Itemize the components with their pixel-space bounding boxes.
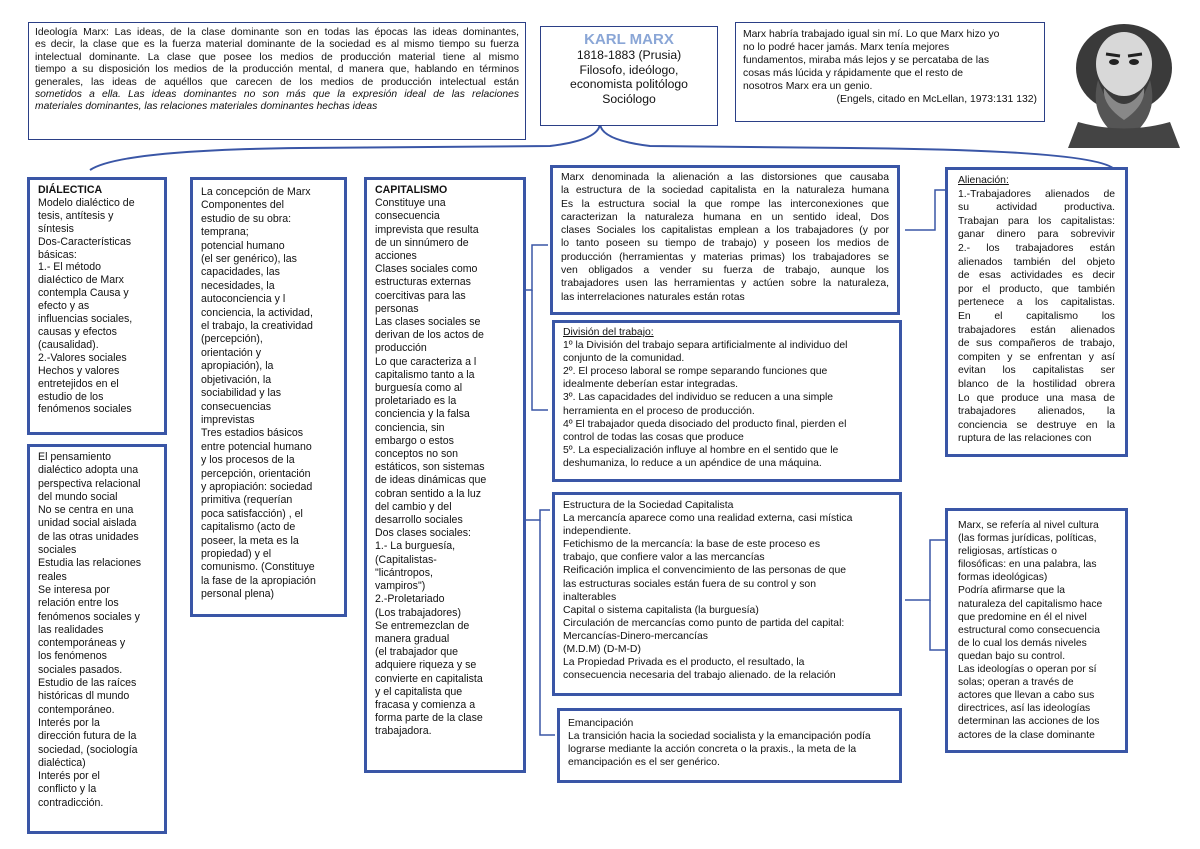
alienacion-heading: Alienación: (958, 175, 1009, 186)
text-line: compiten y se enfrentan y así (958, 351, 1115, 363)
text-line: dialéctica) (38, 756, 86, 769)
text-line: de ideas dinámicas que (375, 474, 487, 487)
text-line: directrices, así las ideologías (958, 703, 1091, 715)
text-line: fracasa y comienza a (375, 698, 476, 711)
text-line: cobran sentido a la luz (375, 487, 482, 500)
text-line: control de todas las cosas que produce (563, 431, 744, 443)
text-line: convierte en capitalista (375, 672, 483, 685)
text-line: coercitivas para las (375, 289, 466, 302)
text-line: poseer, la meta es la (201, 534, 299, 547)
text-line: solas; operan a través de (958, 677, 1074, 689)
text-line: (Los trabajadores) (375, 606, 461, 619)
text-line: Trabajan para los capitalistas: (958, 215, 1115, 227)
text-line: de esas actividades es decir (958, 270, 1115, 282)
text-line: La mercancía aparece como una realidad externa, casi mística (563, 513, 853, 525)
text-line: las estructuras sociales están fuera de su control y son (563, 578, 816, 590)
text-line: Fetichismo de la mercancía: la base de este proceso es (563, 539, 821, 551)
text-line: ven obligados a vender su fuerza de trabajo, aunque los (561, 265, 889, 277)
text-line: relación entre los (38, 597, 119, 610)
text-line: primitiva (requerían (201, 494, 293, 507)
text-line: Estudio de las raíces (38, 677, 137, 690)
text-line: 1.-Trabajadores alienados de (958, 188, 1115, 200)
text-line: por el producto, que también (958, 283, 1115, 295)
text-line: quedan bajo su control. (958, 650, 1066, 662)
text-line: trabajadores alienados, la (958, 406, 1115, 418)
text-line: 2.- los trabajadores están (958, 242, 1115, 254)
text-line: contradicción. (38, 796, 104, 809)
text-line: y los procesos de la (201, 454, 295, 467)
text-line: conceptos no son (375, 448, 459, 461)
division-heading: División del trabajo: (563, 327, 654, 338)
text-line: sociales (38, 544, 77, 557)
text-line: Marx, se refería al nivel cultura (958, 520, 1099, 531)
text-line: diaIéctico de Marx (38, 274, 124, 287)
text-line: trabajadores están alienados (958, 324, 1115, 336)
engels-quote-box (735, 22, 1045, 122)
text-line: forma parte de la clase (375, 712, 483, 725)
text-line: generales, las ideas de aquéllos que carecen de los medios de producción intelectual están (35, 76, 519, 88)
text-line: conciencia y la falsa (375, 408, 470, 421)
text-line: de un sinnúmero de (375, 236, 469, 249)
text-line: El pensamiento (38, 451, 112, 463)
text-line: emancipación es el ser genérico. (568, 757, 720, 769)
text-line: sociales pasados. (38, 663, 123, 676)
text-line: fundamentos, miraba más lejos y se percataba de las (743, 55, 990, 66)
text-line: su actividad productiva. (958, 202, 1115, 214)
text-line: 1.- El método (38, 261, 102, 274)
text-line: Estudia las relaciones (38, 557, 142, 570)
text-line: intelectual dominante. La clase que posee los medios de producción material tiene al mismo (35, 51, 519, 63)
text-line: conjunto de la comunidad. (563, 353, 685, 365)
karl-marx-portrait (1058, 10, 1190, 148)
text-line: imprevistas (201, 413, 255, 426)
text-line: Circulación de mercancías como punto de partida del capital: (563, 617, 845, 629)
text-line: Sociólogo (602, 91, 656, 106)
text-line: y apropiación: sociedad (201, 480, 313, 493)
text-line: autoconciencia y l (201, 293, 286, 306)
text-line: manera gradual (375, 632, 450, 645)
text-line: (el ser genérico), las (201, 253, 297, 266)
text-line: producción (herramientas y materias primas) los trabajadores se (561, 251, 889, 263)
text-line: dialéctico adopta una (38, 464, 139, 477)
text-line: blanco de la hostilidad obrera (958, 378, 1115, 390)
text-line: personas (375, 302, 419, 315)
karl-marx-name: KARL MARX (584, 31, 674, 48)
emancipacion-box (557, 708, 902, 783)
nivel-cultura-box (945, 508, 1128, 753)
text-line: 1º la División del trabajo separa artificialmente al individuo del (563, 340, 848, 352)
text-line: Es la estructura social la que rompe las interconexiones que (561, 198, 889, 210)
concepcion-box (190, 177, 347, 617)
text-line: trabajadores usen las herramientas y actúen sobre la naturaleza, (561, 278, 889, 290)
text-line: contemporáneas y (38, 637, 126, 650)
text-line: Dos-Características (38, 235, 132, 248)
text-line: sociedad, (sociología (38, 743, 138, 756)
text-line: filosóficas: en una palabra, las (958, 559, 1097, 571)
text-line: (Engels, citado en McLellan, 1973:131 132) (836, 94, 1037, 105)
text-line: materiales dominantes, las relaciones materiales dominantes hechas ideas (35, 101, 378, 113)
text-line: (causalidad). (38, 338, 99, 351)
text-line: religiosas, artísticas o (958, 546, 1058, 558)
text-line: actores de la clase dominante (958, 729, 1095, 741)
text-line: del mundo social (38, 490, 118, 503)
text-line: causas y efectos (38, 325, 117, 338)
text-line: perspectiva relacional (38, 477, 141, 490)
text-line: de las otras unidades (38, 530, 139, 543)
text-line: sometidos a ella. Las ideas dominantes no son más que la expresión ideal de las relaciones (35, 89, 519, 101)
text-line: estudio de los (38, 390, 104, 403)
text-line: capacidades, las (201, 266, 280, 279)
text-line: Se entremezclan de (375, 619, 470, 632)
text-line: Marx habría trabajado igual sin mí. Lo que Marx hizo yo (743, 29, 1000, 40)
text-line: evitan los capitalistas ser (958, 365, 1115, 377)
text-line: acciones (375, 250, 417, 263)
text-line: estructural como consecuencia (958, 624, 1100, 636)
text-line: el trabajo, la creatividad (201, 320, 313, 333)
text-line: conciencia se destruye en la (958, 419, 1115, 431)
text-line: síntesis (38, 222, 74, 235)
text-line: estructuras externas (375, 276, 471, 289)
text-line: (M.D.M) (D-M-D) (563, 644, 641, 656)
text-line: Hechos y valores (38, 364, 120, 377)
text-line: lo tanto poseen su tiempo de trabajo) y poseen los medios de (561, 238, 889, 250)
text-line: históricas dl mundo (38, 690, 130, 703)
text-line: pertenece a los capitalistas. (958, 297, 1115, 309)
text-line: 2.-Proletariado (375, 593, 445, 606)
text-line: Clases sociales como (375, 263, 478, 276)
text-line: que predomine en él el nivel (958, 611, 1087, 623)
text-line: La Propiedad Privada es el producto, el resultado, la (563, 657, 805, 669)
text-line: imprevista que resulta (375, 223, 479, 236)
text-line: orientación y (201, 346, 262, 359)
text-line: contempla Causa y (38, 287, 129, 300)
text-line: Marx denominada la alienación a las distorsiones que causaba (561, 172, 889, 183)
text-line: Se interesa por (38, 583, 110, 596)
estructura-box (552, 492, 902, 696)
text-line: capitalismo (acto de (201, 521, 296, 534)
text-line: Dos clases sociales: (375, 527, 471, 540)
text-line: deshumaniza, lo reduce a un apéndice de una máquina. (563, 457, 822, 469)
text-line: Estructura de la Sociedad Capitalista (563, 500, 734, 511)
text-line: Interés por la (38, 716, 100, 729)
text-line: Ideología Marx: Las ideas, de la clase dominante son en todas las épocas las ideas dominantes, (35, 27, 519, 38)
text-line: 1.- La burguesía, (375, 540, 456, 553)
text-line: y el capitalista que (375, 685, 463, 698)
text-line: Filosofo, ideólogo, (579, 62, 679, 77)
text-line: caracterizan la naturaleza humana en un sentido ideal, Dos (561, 211, 889, 223)
text-line: 2.-Valores sociales (38, 351, 127, 364)
text-line: herramienta en el proceso de producción. (563, 405, 755, 417)
text-line: proletariado es la (375, 395, 457, 408)
text-line: la estructura de la sociedad capitalista en la naturaleza humana (561, 185, 889, 197)
text-line: entretejidos en el (38, 377, 119, 390)
text-line: ganar dinero para sobrevivir (958, 229, 1115, 241)
text-line: percepción, orientación (201, 467, 311, 480)
text-line: trabajo, que confiere valor a las mercancías (563, 552, 765, 564)
text-line: influencias sociales, (38, 313, 133, 326)
text-line: Las clases sociales se (375, 316, 481, 329)
text-line: objetivación, la (201, 373, 272, 386)
text-line: no lo podré hacer jamás. Marx tenía mejores (743, 42, 950, 53)
text-line: temprana; (201, 226, 249, 239)
division-trabajo-box (552, 320, 902, 482)
text-line: derivan de los actos de (375, 329, 484, 342)
text-line: ruptura de las relaciones con (958, 433, 1092, 445)
text-line: poca satisfacción) , el (201, 507, 303, 520)
text-line: la fase de la apropiación (201, 574, 316, 587)
dialectica-title: DIÁLECTICA (38, 184, 103, 196)
text-line: vampiros") (375, 580, 426, 593)
text-line: (el trabajador que (375, 646, 459, 659)
text-line: La concepción de Marx (201, 186, 311, 198)
text-line: desarrollo sociales (375, 514, 463, 527)
karl-marx-box (540, 26, 718, 126)
text-line: embargo o estos (375, 434, 454, 447)
text-line: independiente. (563, 526, 632, 538)
ideologia-box (28, 22, 526, 140)
text-line: formas ideológicas) (958, 572, 1048, 584)
text-line: producción (375, 342, 427, 355)
text-line: consecuencias (201, 400, 272, 413)
text-line: Reificación implica el convencimiento de las personas de que (563, 565, 847, 577)
text-line: conciencia, sin (375, 421, 445, 434)
text-line: Tres estadios básicos (201, 427, 304, 440)
text-line: La transición hacia la sociedad socialista y la emancipación podía (568, 731, 871, 743)
text-line: Constituye una (375, 197, 446, 210)
text-line: (Capitalistas- (375, 553, 437, 566)
text-line: capitalismo tanto a la (375, 368, 475, 381)
text-line: 2º. El proceso laboral se rompe separando funciones que (563, 366, 828, 378)
text-line: 3º. Las capacidades del individuo se reducen a una simple (563, 392, 834, 404)
capitalismo-box (364, 177, 526, 773)
text-line: tiempo a su disposición los medios de la producción mental, d manera que, hablando en términos (35, 64, 519, 76)
text-line: potencial humano (201, 239, 285, 252)
text-line: (las formas jurídicas, políticas, (958, 533, 1097, 545)
text-line: (percepción), (201, 333, 263, 346)
text-line: consecuencia necesaria del trabajo alienado. de la relación (563, 670, 836, 682)
text-line: Mercancías-Dinero-mercancías (563, 630, 708, 642)
text-line: inalterables (563, 591, 617, 603)
text-line: estudio de su obra: (201, 212, 292, 225)
text-line: trabajadora. (375, 725, 432, 738)
text-line: Componentes del (201, 199, 285, 212)
text-line: consecuencia (375, 210, 440, 223)
text-line: las interrelaciones naturales están rotas (561, 291, 745, 303)
text-line: las realidades (38, 623, 104, 636)
text-line: "licántropos, (375, 566, 433, 579)
text-line: conciencia, la actividad, (201, 306, 313, 319)
capitalismo-title: CAPITALISMO (375, 184, 448, 196)
text-line: En el capitalismo los (958, 310, 1115, 322)
text-line: No se centra en una (38, 504, 134, 517)
text-line: lograrse mediante la acción concreta o la praxis., la meta de la (568, 744, 857, 756)
text-line: unidad social aislada (38, 517, 137, 530)
text-line: contemporáneo. (38, 703, 115, 716)
text-line: Modelo dialéctico de (38, 196, 135, 209)
text-line: Emancipación (568, 718, 634, 729)
text-line: alienados también del objeto (958, 256, 1115, 268)
text-line: de sus compañeros de trabajo, (958, 338, 1115, 350)
text-line: cosas más lúcida y rápidamente que el resto de (743, 68, 964, 79)
text-line: determinan las acciones de los (958, 716, 1100, 728)
text-line: adquiere riqueza y se (375, 659, 477, 672)
text-line: dirección futura de la (38, 730, 137, 743)
text-line: entre potencial humano (201, 440, 312, 453)
text-line: necesidades, la (201, 279, 275, 292)
text-line: 1818-1883 (Prusia) (576, 48, 682, 62)
text-line: Lo que produce una masa de (958, 392, 1115, 404)
text-line: Capital o sistema capitalista (la burguesía) (563, 604, 759, 616)
text-line: burguesía como al (375, 382, 463, 395)
text-line: Interés por el (38, 770, 100, 783)
text-line: los fenómenos (38, 650, 107, 663)
text-line: idealmente deberían estar integradas. (563, 379, 739, 391)
text-line: conflicto y la (38, 783, 97, 796)
text-line: básicas: (38, 248, 77, 261)
text-line: nosotros Marx era un genio. (743, 81, 873, 92)
text-line: Lo que caracteriza a l (375, 355, 477, 368)
text-line: 5º. La especialización influye al hombre en el sentido que le (563, 444, 839, 456)
alienacion-box (550, 165, 900, 315)
text-line: personal plena) (201, 588, 275, 601)
text-line: fenómenos sociales y (38, 610, 140, 623)
text-line: 4º El trabajador queda disociado del producto final, pierden el (563, 418, 847, 430)
text-line: del cambio y del (375, 500, 452, 513)
text-line: fenómenos sociales (38, 403, 132, 416)
text-line: clases Sociales los capitalistas emplean a los trabajadores (y por (561, 225, 889, 237)
dialectica-box (27, 177, 167, 435)
text-line: efecto y as (38, 300, 90, 313)
text-line: Podría afirmarse que la (958, 585, 1066, 597)
text-line: es decir, la clase que es la fuerza material dominante de la sociedad es al mismo tiempo su fuerza (35, 39, 519, 51)
text-line: de lo cual los demás niveles (958, 637, 1087, 649)
text-line: Las ideologías o operan por sí (958, 664, 1097, 676)
text-line: economista politólogo (570, 77, 688, 91)
text-line: tesis, antítesis y (38, 209, 114, 222)
text-line: actores que llevan a cabo sus (958, 690, 1095, 702)
text-line: naturaleza del capitalismo hace (958, 598, 1103, 610)
text-line: sociabilidad y las (201, 387, 282, 400)
alienacion-derecha-box (945, 167, 1128, 457)
text-line: estáticos, son sistemas (375, 461, 485, 474)
pensamiento-box (27, 444, 167, 834)
text-line: propiedad) y el (201, 547, 272, 560)
text-line: reales (38, 570, 67, 583)
text-line: comunismo. (Constituye (201, 561, 315, 574)
text-line: apropiación), la (201, 360, 274, 373)
